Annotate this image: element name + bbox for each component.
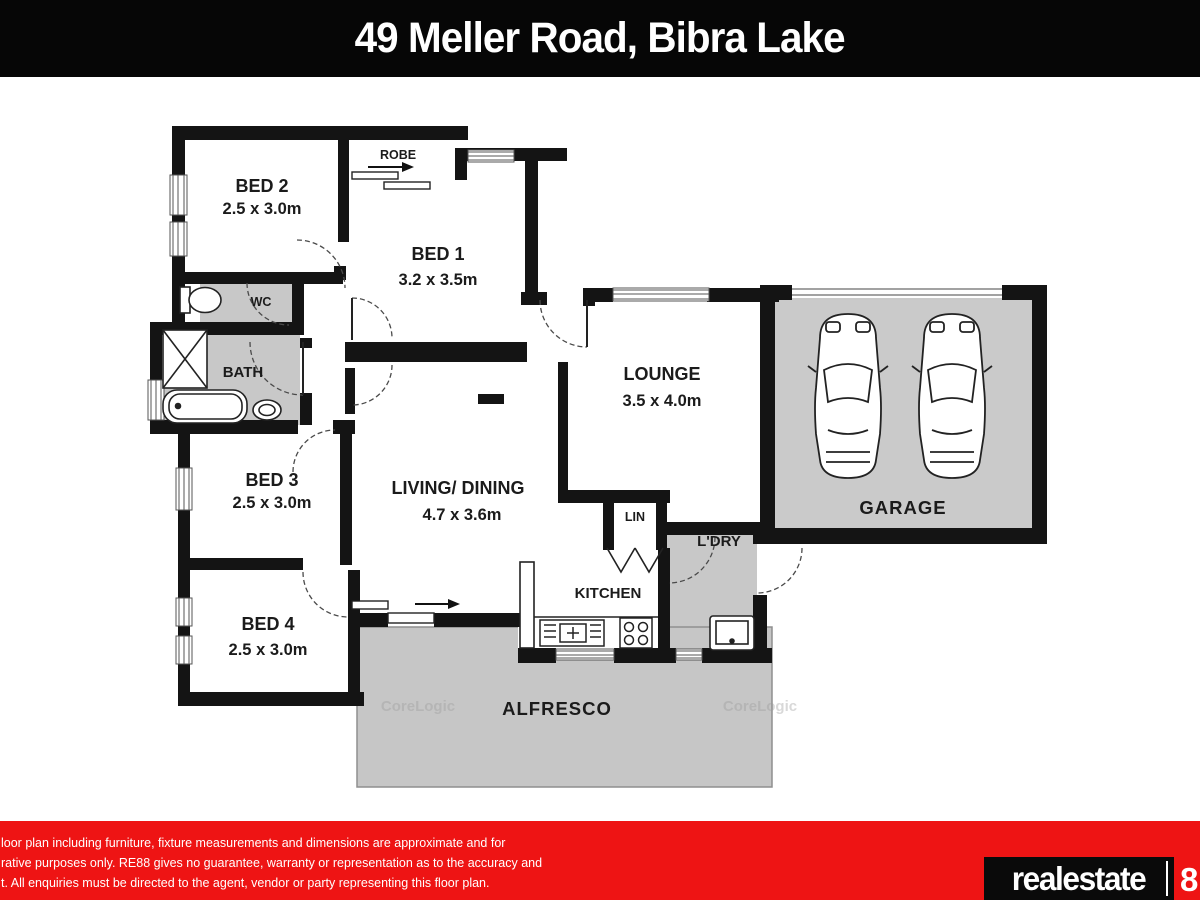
- logo-divider: [1166, 861, 1168, 896]
- room-dims-living: 4.7 x 3.6m: [422, 506, 502, 524]
- room-label-living: LIVING/ DINING: [391, 478, 525, 498]
- room-label-alfresco: ALFRESCO: [502, 698, 612, 719]
- watermark: CoreLogic: [380, 698, 456, 715]
- room-label-bed3: BED 3: [245, 470, 299, 490]
- bathtub-icon: [163, 390, 247, 423]
- car-icon: [808, 314, 888, 478]
- room-label-kitchen: KITCHEN: [574, 585, 642, 602]
- disclaimer-line: rative purposes only. RE88 gives no guarantee, warranty or representation as to the accuracy and: [1, 856, 543, 870]
- room-label-bed2: BED 2: [235, 176, 289, 196]
- footer-band: [0, 821, 1200, 900]
- robe-slider: [352, 162, 430, 189]
- room-label-robe: ROBE: [379, 148, 417, 162]
- toilet-icon: [180, 287, 221, 313]
- garage-door: [792, 286, 1002, 298]
- room-label-bath: BATH: [222, 364, 264, 381]
- laundry-tub-icon: [710, 616, 754, 650]
- page-title: 49 Meller Road, Bibra Lake: [354, 14, 845, 62]
- basin-icon: [253, 400, 281, 420]
- shower-icon: [163, 330, 207, 388]
- disclaimer-text: [1, 833, 542, 893]
- cooktop-icon: [620, 618, 652, 648]
- car-icon: [912, 314, 992, 478]
- room-dims-bed3: 2.5 x 3.0m: [232, 494, 312, 512]
- logo-suffix: 8: [1180, 861, 1199, 898]
- disclaimer-line: t. All enquiries must be directed to the agent, vendor or party representing this floor plan.: [1, 876, 490, 890]
- disclaimer-line: loor plan including furniture, fixture measurements and dimensions are approximate and for: [1, 836, 506, 850]
- watermark: CoreLogic: [722, 698, 798, 715]
- sink-icon: [540, 620, 604, 646]
- realestate88-logo: [984, 857, 1174, 900]
- logo-text: realestate: [1012, 859, 1146, 897]
- room-label-wc: WC: [250, 295, 272, 309]
- room-label-bed1: BED 1: [411, 244, 465, 264]
- room-label-ldry: L'DRY: [697, 533, 741, 550]
- room-dims-lounge: 3.5 x 4.0m: [622, 392, 702, 410]
- room-dims-bed2: 2.5 x 3.0m: [222, 200, 302, 218]
- room-dims-bed4: 2.5 x 3.0m: [228, 641, 308, 659]
- room-label-lin: LIN: [624, 510, 646, 524]
- room-label-bed4: BED 4: [241, 614, 295, 634]
- room-label-garage: GARAGE: [859, 497, 947, 518]
- room-label-lounge: LOUNGE: [623, 364, 701, 384]
- room-dims-bed1: 3.2 x 3.5m: [398, 271, 478, 289]
